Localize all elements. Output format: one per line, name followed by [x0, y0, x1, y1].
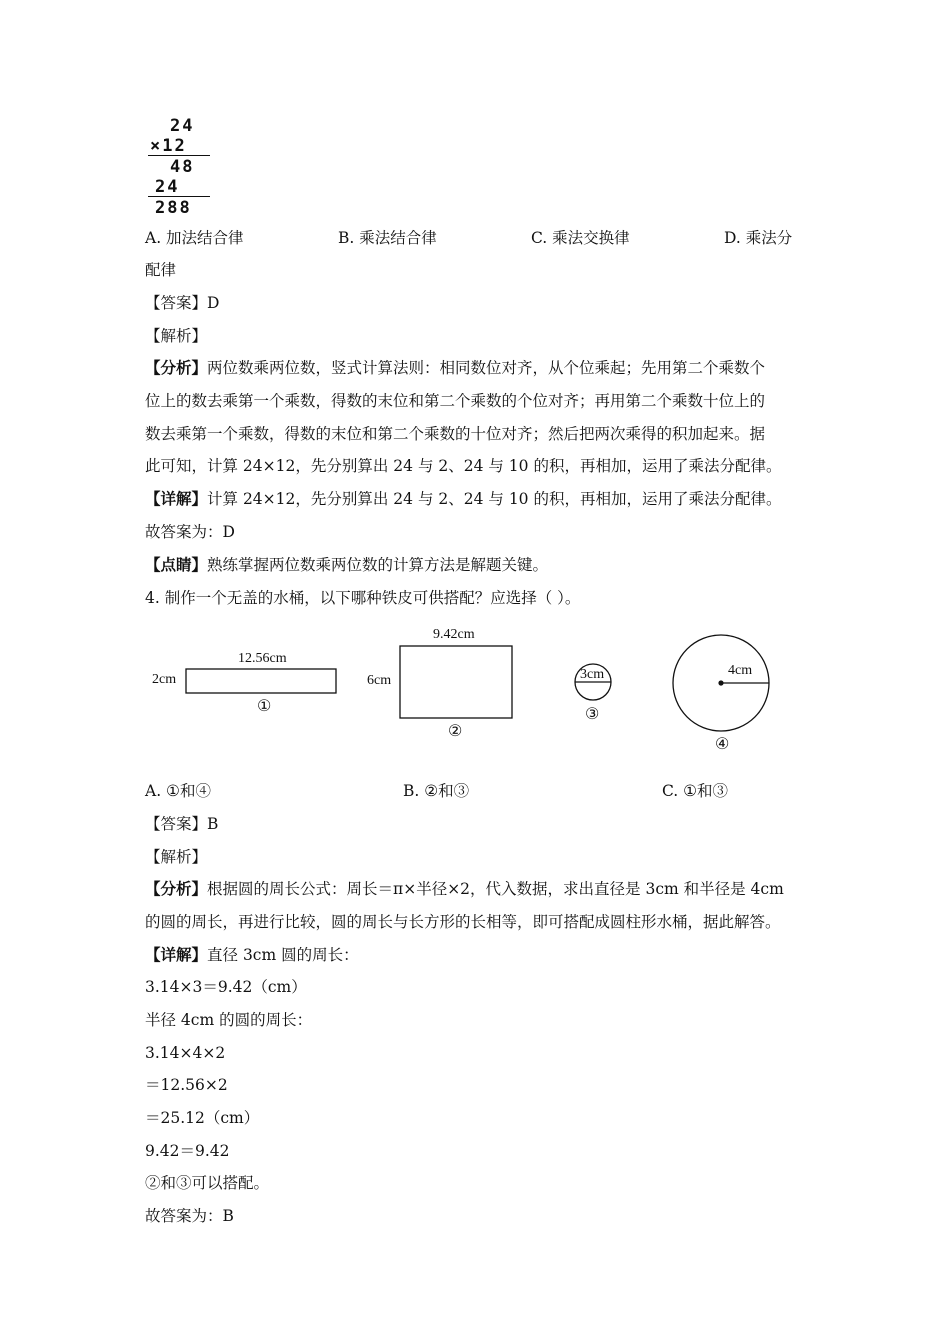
q3-fenxi-line-3: 数去乘第一个乘数，得数的末位和第二个乘数的十位对齐；然后把两次乘得的积加起来。据: [145, 425, 766, 443]
q3-fenxi-line-2: 位上的数去乘第一个乘数，得数的末位和第二个乘数的个位对齐；再用第二个乘数十位上的: [145, 392, 766, 410]
fenxi-tag: 【分析】: [145, 879, 208, 898]
q3-option-d: D. 乘法分: [724, 229, 793, 247]
calc-row-partial-1: 48: [170, 157, 195, 177]
figure-4-number: ④: [715, 734, 730, 753]
q4-stem: 4. 制作一个无盖的水桶，以下哪种铁皮可供搭配？应选择（ ）。: [145, 589, 581, 607]
q4-calc-line-2: 半径 4cm 的圆的周长：: [145, 1011, 313, 1029]
figure-2-number: ②: [448, 721, 463, 740]
figure-2-rectangle: [400, 646, 512, 718]
answer-value: D: [207, 294, 220, 312]
figure-1-number: ①: [257, 696, 272, 715]
figure-3-label: 3cm: [580, 667, 605, 682]
q3-conclusion: 故答案为：D: [145, 523, 235, 541]
figure-2-width-label: 9.42cm: [433, 627, 475, 642]
q3-option-d-wrap: 配律: [145, 261, 177, 279]
q4-option-c: C. ①和③: [662, 782, 729, 800]
xiangjie-tag: 【详解】: [145, 489, 208, 508]
answer-tag: 【答案】: [145, 815, 208, 833]
q4-conclusion: 故答案为：B: [145, 1207, 234, 1225]
q3-jiexi-tag: 【解析】: [145, 327, 208, 345]
q4-calc-line-6: 9.42＝9.42: [145, 1142, 230, 1160]
q4-option-a: A. ①和④: [145, 782, 211, 800]
q3-option-c: C. 乘法交换律: [531, 229, 630, 247]
figure-1-width-label: 12.56cm: [238, 651, 287, 666]
calc-row-multiplicand: 24: [170, 116, 195, 136]
answer-value: B: [207, 815, 219, 833]
fenxi-text: 两位数乘两位数，竖式计算法则：相同数位对齐，从个位乘起；先用第二个乘数个: [207, 359, 766, 377]
calc-row-product: 288: [155, 198, 192, 218]
dianjing-text: 熟练掌握两位数乘两位数的计算方法是解题关键。: [207, 556, 549, 574]
fenxi-text: 根据圆的周长公式：周长＝π×半径×2，代入数据，求出直径是 3cm 和半径是 4cm: [207, 880, 784, 898]
q4-xiangjie: [145, 944, 359, 966]
q4-calc-line-5: ＝25.12（cm）: [145, 1109, 260, 1127]
q4-calc-line-1: 3.14×3＝9.42（cm）: [145, 978, 307, 996]
xiangjie-tag: 【详解】: [145, 945, 208, 964]
dianjing-tag: 【点睛】: [145, 555, 208, 574]
q3-option-a: A. 加法结合律: [145, 229, 244, 247]
q4-calc-line-3: 3.14×4×2: [145, 1044, 226, 1062]
q4-option-b: B. ②和③: [403, 782, 470, 800]
figure-2-height-label: 6cm: [367, 673, 392, 688]
calc-row-multiplier: ×12: [150, 136, 187, 156]
figure-4-label: 4cm: [728, 663, 753, 678]
q4-calc-line-4: ＝12.56×2: [145, 1076, 228, 1094]
figure-3-number: ③: [585, 704, 600, 723]
xiangjie-text: 直径 3cm 圆的周长：: [207, 946, 359, 964]
q4-jiexi-tag: 【解析】: [145, 848, 208, 866]
q4-fenxi-line-2: 的圆的周长，再进行比较，圆的周长与长方形的长相等，即可搭配成圆柱形水桶，据此解答。: [145, 913, 781, 931]
q4-answer: [145, 813, 218, 835]
figure-1-rectangle: [186, 669, 336, 693]
q4-fenxi-line-1: [145, 878, 784, 900]
q4-calc-line-7: ②和③可以搭配。: [145, 1174, 270, 1192]
calc-row-partial-2: 24: [155, 177, 180, 197]
answer-tag: 【答案】: [145, 294, 208, 312]
figure-1-height-label: 2cm: [152, 672, 177, 687]
fenxi-tag: 【分析】: [145, 358, 208, 377]
q3-fenxi-line-4: 此可知，计算 24×12，先分别算出 24 与 2、24 与 10 的积，再相加，运用了乘法分配律。: [145, 457, 782, 475]
q3-option-b: B. 乘法结合律: [338, 229, 437, 247]
xiangjie-text: 计算 24×12，先分别算出 24 与 2、24 与 10 的积，再相加，运用了乘法分配律。: [207, 490, 782, 508]
